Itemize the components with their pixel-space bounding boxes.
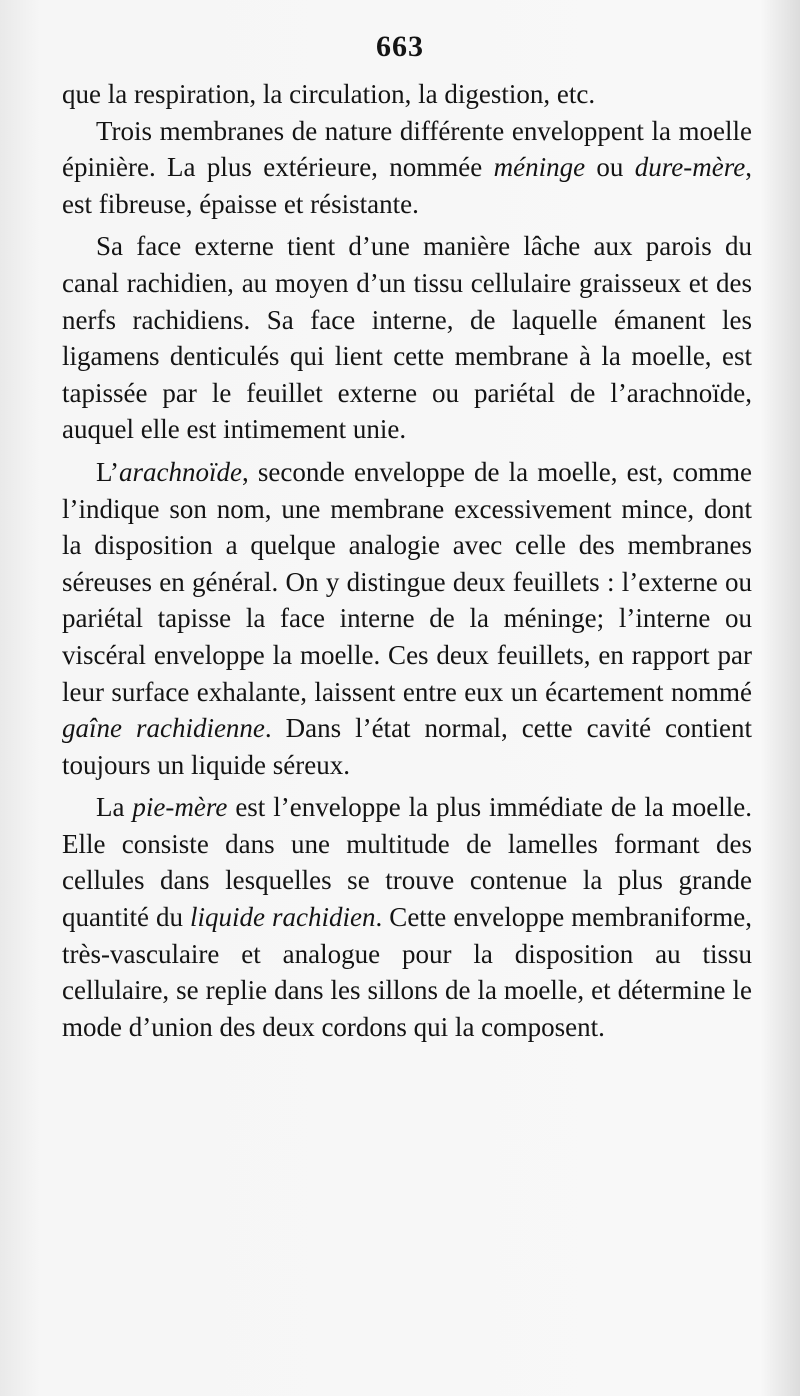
italic-term: dure-mère: [634, 152, 746, 183]
italic-term: liquide rachidien: [190, 902, 376, 933]
text-segment: est l’enveloppe la plus immédiate de la moelle. Elle consiste dans une multitude de lamelles formant des cellules dans lesquelles se trouve contenue la plus grande quantité du: [62, 792, 752, 933]
text-segment: , seconde enveloppe de la moelle, est, comme l’indique son nom, une membrane excessivement mince, dont la disposition a quelque analogie avec celle des membranes séreuses en général. On y distingue deux feuillets : l’externe ou pariétal tapisse la face interne de la méninge; l’interne ou viscéral enveloppe la moelle. Ces deux feuillets, en rapport par leur surface exhalante, laissent entre eux un écartement nommé: [62, 456, 752, 707]
text-segment: L’: [96, 456, 120, 487]
text-segment: ou: [585, 152, 635, 183]
italic-term: gaîne rachidienne: [62, 713, 265, 744]
text-segment: La: [96, 792, 133, 823]
paragraph-continuation: [62, 76, 752, 113]
paragraph-meninges: [62, 113, 752, 223]
text-segment: , est fibreuse, épaisse et résistante.: [62, 152, 752, 219]
paragraph-pia-mater: [62, 789, 752, 1045]
text-segment: . Cette enveloppe membraniforme, très-vasculaire et analogue pour la disposition au tissu cellulaire, se replie dans les sillons de la moelle, et détermine le mode d’union des deux cordons qui la composent.: [62, 902, 752, 1042]
italic-term: méninge: [493, 152, 586, 183]
text-segment: Sa face externe tient d’une manière lâche aux parois du canal rachidien, au moyen d’un tissu cellulaire graisseux et des nerfs rachidiens. Sa face interne, de laquelle émanent les ligamens denticulés qui lient cette membrane à la moelle, est tapissée par le feuillet externe ou pariétal de l’arachnoïde, auquel elle est intimement unie.: [62, 231, 752, 445]
text-segment: Trois membranes de nature différente enveloppent la moelle épinière. La plus extérieure, nommée: [62, 115, 752, 183]
page-number: 663: [376, 30, 424, 63]
text-segment: . Dans l’état normal, cette cavité contient toujours un liquide séreux.: [62, 713, 753, 780]
italic-term: arachnoïde: [119, 456, 242, 487]
body-text: [62, 76, 752, 1045]
paragraph-external-face: [62, 228, 752, 448]
italic-term: pie-mère: [132, 792, 228, 823]
paragraph-arachnoid: [62, 454, 752, 783]
text-segment: que la respiration, la circulation, la digestion, etc.: [62, 79, 596, 109]
